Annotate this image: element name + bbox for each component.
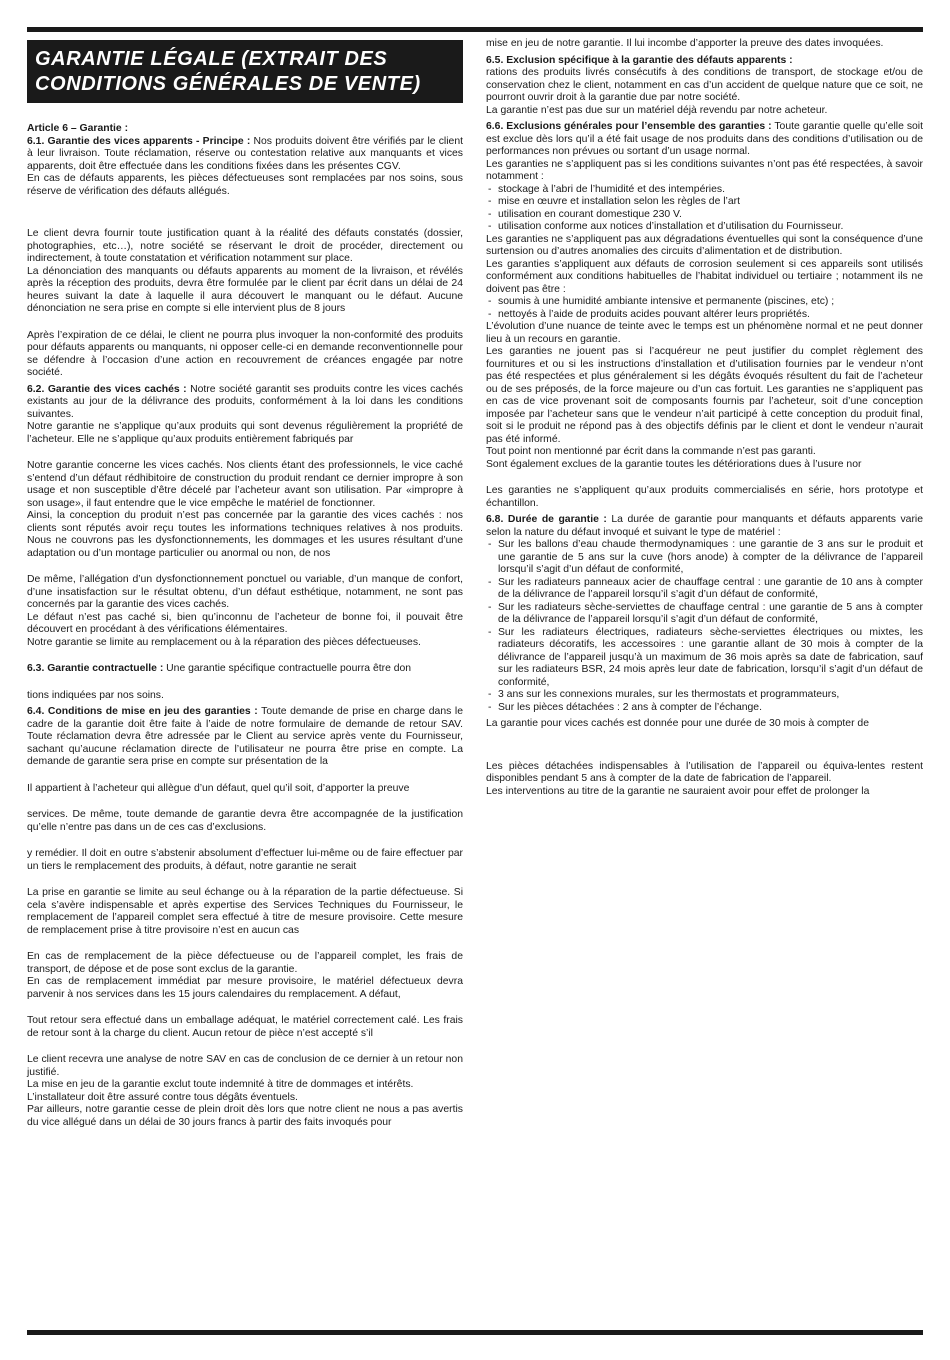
paragraph: Notre garantie concerne les vices cachés. Nos clients étant des professionnels, le vice caché s’entend d’un défaut rédhibitoire de construction du produit rendant ce dernier impropre à son usage et non susceptible d’être décelé par l’acheteur avant son utilisation. Par «impropre à son usage», il faut entendre que le vice empêche le matériel de fonctionner. <box>27 460 463 509</box>
list-item: - utilisation en courant domestique 230 V. <box>486 209 923 222</box>
paragraph: services. De même, toute demande de garantie devra être accompagnée de la justification qu’elle n’entre pas dans un de ces cas d’exclusions. <box>27 809 463 833</box>
conditions-list <box>486 184 923 234</box>
section-6-2-heading: 6.2. Garantie des vices cachés : <box>27 383 187 395</box>
paragraph: y remédier. Il doit en outre s’abstenir absolument d’effectuer lui-même ou de faire effectuer par un tiers le remplacement des produits, à défaut, notre garantie ne serait <box>27 848 463 872</box>
paragraph: tions indiquées par nos soins. <box>27 689 164 701</box>
paragraph: De même, l’allégation d’un dysfonctionnement ponctuel ou variable, d’un manque de confort, d’une insatisfaction sur le résultat obtenu, d’un défaut esthétique, notamment, ne sont pas concernés par la garantie des vices cachés. <box>27 574 463 610</box>
title-line-1: GARANTIE LÉGALE (EXTRAIT DES <box>35 48 388 70</box>
list-item: - nettoyés à l’aide de produits acides pouvant altérer leurs propriétés. <box>486 309 923 322</box>
paragraph: La garantie pour vices cachés est donnée pour une durée de 30 mois à compter de <box>486 718 869 729</box>
paragraph: En cas de défauts apparents, les pièces défectueuses sont remplacées par nos soins, sous réserve de vérification des défauts allégués. <box>27 173 463 197</box>
corrosion-list <box>486 296 923 321</box>
bottom-rule <box>27 1330 923 1335</box>
right-column <box>486 38 923 798</box>
section-6-3-text: Une garantie spécifique contractuelle pourra être don <box>163 663 412 674</box>
section-6-5-heading: 6.5. Exclusion spécifique à la garantie des défauts apparents : <box>486 54 793 66</box>
article-heading: Article 6 – Garantie : <box>27 123 129 134</box>
paragraph: Les garanties s’appliquent aux défauts de corrosion seulement si ces appareils sont utilisés conformément aux conditions habituelles de l’habitat individuel ou tertiaire ; notamment ils ne doivent pas être : <box>486 258 923 295</box>
list-item: - Sur les radiateurs panneaux acier de chauffage central : une garantie de 10 ans à compter de la délivrance de l’appareil lorsqu’il s’agit d’un défaut de conformité, <box>486 577 923 602</box>
paragraph: La mise en jeu de la garantie exclut toute indemnité à titre de dommages et intérêts. <box>27 1079 414 1090</box>
list-item: - 3 ans sur les connexions murales, sur les thermostats et programmateurs, <box>486 689 923 702</box>
paragraph: Le client recevra une analyse de notre SAV en cas de conclusion de ce dernier à un retour non justifié. <box>27 1054 463 1078</box>
section-6-1 <box>27 136 463 174</box>
paragraph: En cas de remplacement de la pièce défectueuse ou de l’appareil complet, les frais de transport, de dépose et de pose sont exclus de la garantie. <box>27 951 463 975</box>
paragraph: La dénonciation des manquants ou défauts apparents au moment de la livraison, et révélés après la réception des produits, devra être formulée par le client par écrit dans un délai de 24 heures suivant la date à laquelle il aura découvert le manquant ou le défaut. Aucune dénonciation ne sera prise en compte si elle intervient plus de 8 jours <box>27 265 463 314</box>
paragraph: En cas de remplacement immédiat par mesure provisoire, le matériel défectueux devra parvenir à nos services dans les 15 jours calendaires du remplacement. A défaut, <box>27 976 463 1000</box>
list-item: - mise en œuvre et installation selon les règles de l’art <box>486 196 923 209</box>
paragraph: Les garanties ne s’appliquent pas si les conditions suivantes n’ont pas été respectées, à savoir notamment : <box>486 158 923 182</box>
section-6-8-heading: 6.8. Durée de garantie : <box>486 514 607 525</box>
paragraph: mise en jeu de notre garantie. Il lui incombe d’apporter la preuve des dates invoquées. <box>486 38 884 49</box>
paragraph: Il appartient à l’acheteur qui allègue d’un défaut, quel qu’il soit, d’apporter la preuve <box>27 782 410 794</box>
paragraph: Les pièces détachées indispensables à l’utilisation de l’appareil ou équiva-lentes restent disponibles pendant 5 ans à compter de la date de fabrication de l’appareil. <box>486 760 923 784</box>
paragraph: Ainsi, la conception du produit n’est pas concernée par la garantie des vices cachés : nos clients sont réputés avoir reçu toutes les informations techniques relatives à nos produits. Nous ne couvrons pas les dysfonctionnements, les dommages et les usures résultant d’une adaptation ou d’un montage particulier ou anormal ou non, de nos <box>27 510 463 559</box>
left-column <box>27 38 463 1129</box>
paragraph: Les interventions au titre de la garantie ne sauraient avoir pour effet de prolonger la <box>486 785 870 797</box>
paragraph: Sont également exclues de la garantie toutes les détériorations dues à l’usure nor <box>486 458 862 470</box>
list-item: - Sur les radiateurs électriques, radiateurs sèche-serviettes électriques ou mixtes, les radiateurs décoratifs, les accessoires : une garantie allant de 30 mois à compter de la délivrance de l’appareil jusqu’à un maximum de 36 mois après sa date de fabrication, sauf sur les radiateurs BSR, 24 mois après leur date de fabrication, lorsqu’il s’agit d’un défaut de conformité, <box>486 627 923 690</box>
list-item: - Sur les ballons d’eau chaude thermodynamiques : une garantie de 3 ans sur le produit et une garantie de 5 ans sur la cuve (hors anode) à compter de la délivrance de l’appareil lorsqu’il s’agit d’un défaut de conformité, <box>486 539 923 577</box>
paragraph: La garantie n’est pas due sur un matériel déjà revendu par notre acheteur. <box>486 104 828 116</box>
paragraph: Le client devra fournir toute justification quant à la réalité des défauts constatés (dossier, photographies, etc…), notre société se réservant le droit de procéder, directement ou indirectement, à toute constatation et vérification notamment sur place. <box>27 228 463 264</box>
paragraph: Après l’expiration de ce délai, le client ne pourra plus invoquer la non-conformité des produits pour défauts apparents ou manquants, ni opposer celle-ci en demande reconventionnelle pour se défendre à l’occasion d’une action en recouvrement de créances engagée par notre société. <box>27 329 463 378</box>
paragraph: La prise en garantie se limite au seul échange ou à la réparation de la partie défectueuse. Si cela s’avère indispensable et après expertise des Services Techniques du Fournisseur, le remplacement de l’appareil complet sera effectué à titre de mesure provisoire. Cette mesure de remplacement prise à titre provisoire n’est en aucun cas <box>27 887 463 936</box>
section-6-3 <box>27 663 463 676</box>
section-6-8-text: La durée de garantie pour manquants et défauts apparents varie selon la nature du défaut invoqué et suivant le type de matériel : <box>486 514 923 538</box>
section-6-6 <box>486 121 923 159</box>
paragraph: Tout point non mentionné par écrit dans la commande n’est pas garanti. <box>486 446 816 457</box>
section-6-2 <box>27 384 463 422</box>
list-item: - Sur les pièces détachées : 2 ans à compter de l’échange. <box>486 702 923 715</box>
paragraph: rations des produits livrés consécutifs à des conditions de transport, de stockage et/ou de conservation chez le client, notamment en cas d’un accident de quelque nature que ce soit, ne pourront ouvrir droit à la garantie due par notre société. <box>486 67 923 103</box>
section-6-1-text: Nos produits doivent être vérifiés par le client à leur livraison. Toute réclamation, réserve ou contestation relative aux manquants et vices apparents, doit être effectuée dans les conditions fixées dans les présentes CGV. <box>27 135 463 172</box>
section-6-6-heading: 6.6. Exclusions générales pour l’ensemble des garanties : <box>486 121 772 132</box>
section-6-4-heading: 6.4. Conditions de mise en jeu des garanties : <box>27 706 258 717</box>
list-item: - soumis à une humidité ambiante intensive et permanente (piscines, etc) ; <box>486 296 923 309</box>
paragraph: L’installateur doit être assuré contre tous dégâts éventuels. <box>27 1091 298 1103</box>
paragraph: Notre garantie se limite au remplacement ou à la réparation des pièces défectueuses. <box>27 636 421 648</box>
paragraph: Par ailleurs, notre garantie cesse de plein droit dès lors que notre client ne nous a pas avertis du vice allégué dans un délai de 30 jours francs à partir des faits invoqués pour <box>27 1104 463 1128</box>
section-6-1-heading: 6.1. Garantie des vices apparents - Principe : <box>27 135 251 147</box>
section-6-4-text: Toute demande de prise en charge dans le cadre de la garantie doit être faite à l’aide de notre formulaire de demande de retour SAV. Toute réclamation devra être adressée par le Client au service après vente du Fournisseur, sachant qu’aucune réclamation directe de l’utilisateur ne pourra être prise en compte. La demande de garantie sera prise en compte sur présentation de la <box>27 706 463 767</box>
paragraph: L’évolution d’une nuance de teinte avec le temps est un phénomène normal et ne peut donner lieu à un recours en garantie. <box>486 321 923 345</box>
section-6-2-text: Notre société garantit ses produits contre les vices cachés existants au jour de la délivrance des produits, conformément à la loi dans les conditions suivantes. <box>27 383 463 420</box>
section-6-4 <box>27 706 463 769</box>
paragraph: Les garanties ne s’appliquent qu’aux produits commercialisés en série, hors prototype et échantillon. <box>486 485 923 509</box>
paragraph: Le défaut n’est pas caché si, bien qu’inconnu de l’acheteur de bonne foi, il pouvait être découvert en procédant à des vérifications élémentaires. <box>27 611 463 635</box>
paragraph: Les garanties ne jouent pas si l’acquéreur ne peut justifier du complet règlement des fournitures et ou si les instructions d’installation et d’utilisation fournies par le vendeur n’ont pas été respectées et plus généralement si les dégâts évoqués résultent du fait de l’acheteur ou de ses préposés, de la force majeure ou d’un cas fortuit. Les garanties ne s’appliquent pas en cas de vice provenant soit de composants fournis par l’acheteur, soit d’une conception imposée par l’acheteur sans que le vendeur n’ait participé à cette conception du produit final, soit si le produit ne répond pas à des objectifs définis par le client et dont le vendeur n’aurait pas été informé. <box>486 346 923 445</box>
top-rule <box>27 27 923 32</box>
list-item: - utilisation conforme aux notices d’installation et d’utilisation du Fournisseur. <box>486 221 923 234</box>
section-6-6-text: Toute garantie quelle qu’elle soit est exclue dès lors qu’il a été fait usage de nos produits dans des conditions d’utilisation ou de performances non prévues ou sortant d’un usage normal. <box>486 121 923 157</box>
page-title <box>27 40 463 103</box>
title-line-2: CONDITIONS GÉNÉRALES DE VENTE) <box>35 73 421 95</box>
paragraph: Les garanties ne s’appliquent pas aux dégradations éventuelles qui sont la conséquence d’une surtension ou d’autres anomalies des circuits d’alimentation et de distribution. <box>486 233 923 257</box>
paragraph: Tout retour sera effectué dans un emballage adéquat, le matériel correctement calé. Les frais de retour sont à la charge du client. Aucun retour de pièce n’est accepté s’il <box>27 1015 463 1039</box>
list-item: - stockage à l’abri de l’humidité et des intempéries. <box>486 184 923 197</box>
section-6-8 <box>486 514 923 539</box>
section-6-3-heading: 6.3. Garantie contractuelle : <box>27 663 164 674</box>
paragraph: Notre garantie ne s’applique qu’aux produits qui sont devenus régulièrement la propriété de l’acheteur. Elle ne s’applique qu’aux produits entièrement fabriqués par <box>27 421 463 445</box>
duration-list <box>486 539 923 714</box>
list-item: - Sur les radiateurs sèche-serviettes de chauffage central : une garantie de 5 ans à compter de la délivrance de l’appareil lorsqu’il s’agit d’un défaut de conformité, <box>486 602 923 627</box>
